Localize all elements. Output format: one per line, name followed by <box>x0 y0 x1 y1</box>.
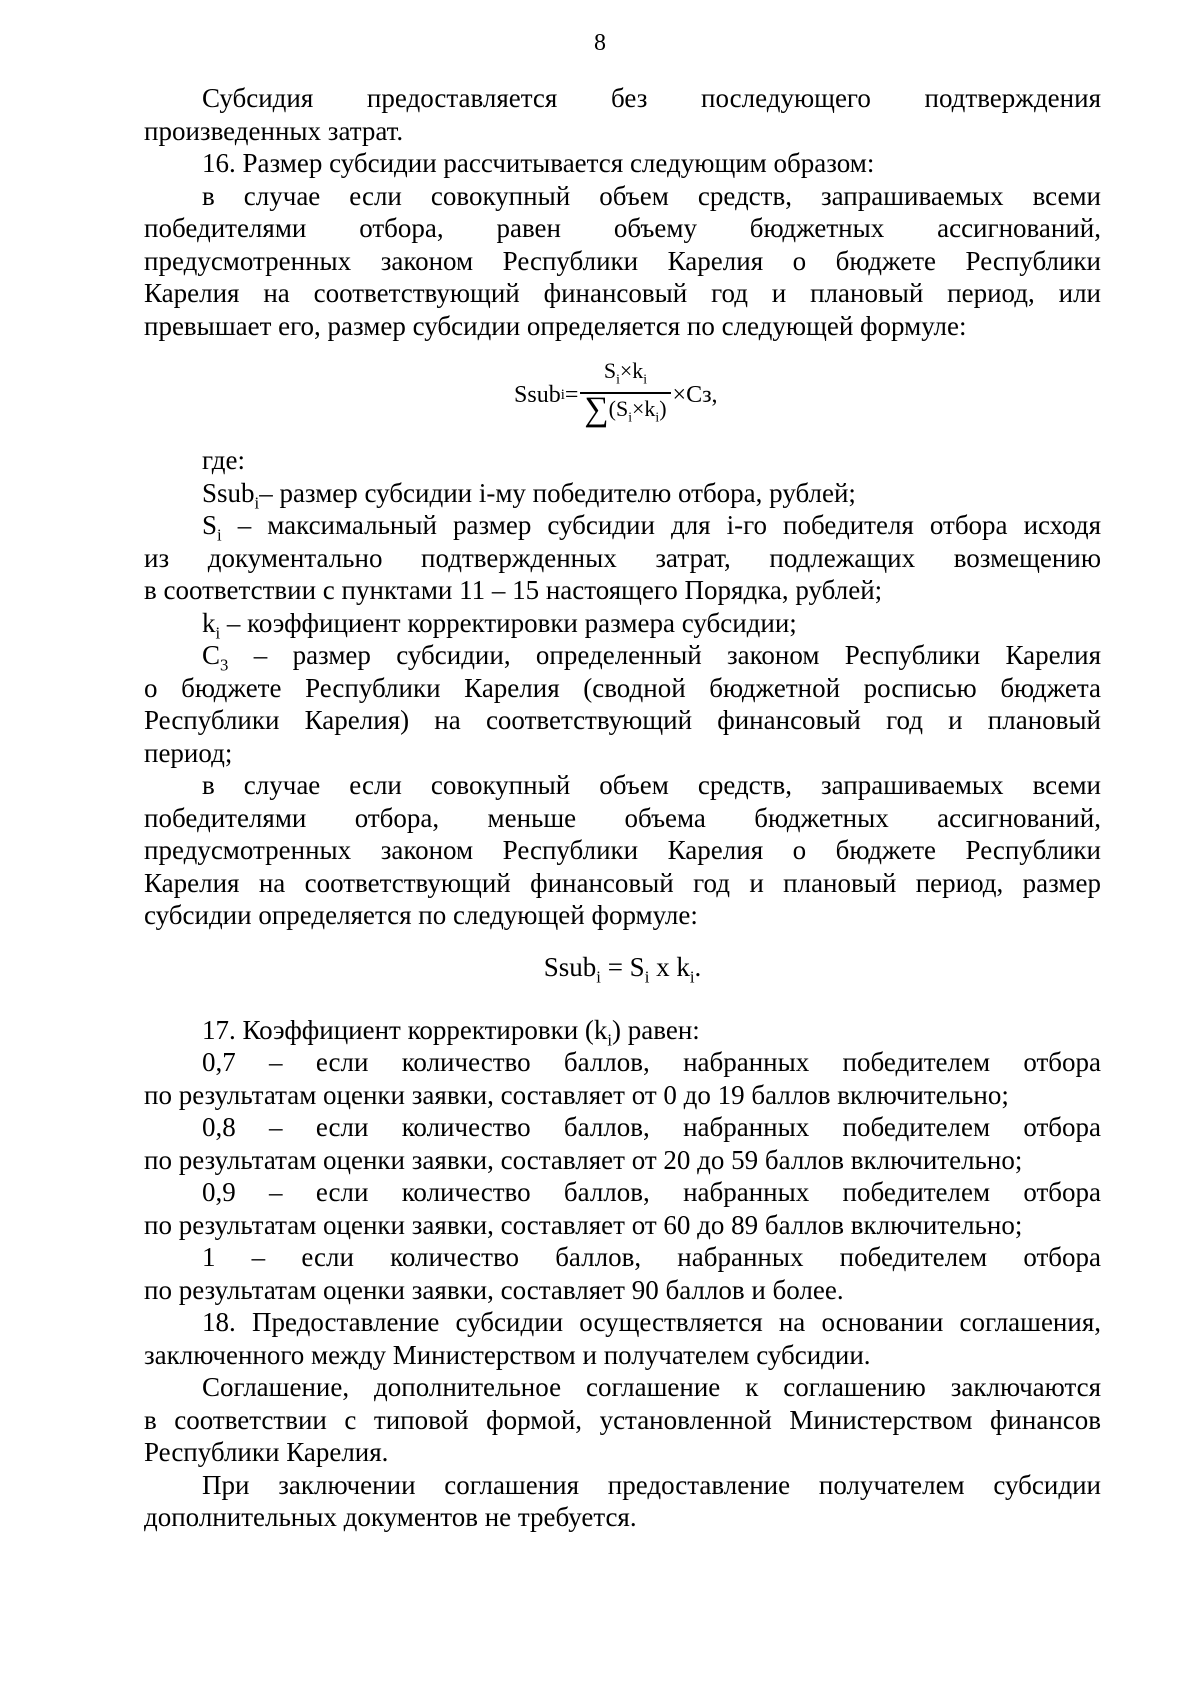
formula2-s-sub: i <box>644 966 650 986</box>
symbol-ssub: Ssub <box>202 477 255 508</box>
denominator-open: (S <box>608 395 629 421</box>
text-line: победителями отбора, меньше объема бюджетных ассигнований, <box>144 802 1101 833</box>
text-line: 0,7 – если количество баллов, набранных победителем отбора <box>202 1047 1101 1077</box>
formula-equals: = <box>564 381 579 408</box>
definition-ssub <box>144 477 1101 510</box>
text-line: о бюджете Республики Карелия (сводной бюджетной росписью бюджета <box>144 672 1101 703</box>
text-line: Субсидия предоставляется без последующего подтверждения <box>202 83 1101 113</box>
document-body <box>144 82 1101 1534</box>
formula2-lhs-sub: i <box>596 966 601 986</box>
symbol-sub-3: 3 <box>220 655 229 675</box>
formula2-times-k: x k <box>649 951 690 982</box>
formula2-lhs: Ssub <box>543 951 597 982</box>
definition-si <box>144 509 1101 545</box>
formula-tail: ×Сз, <box>672 381 718 408</box>
text-line: Республики Карелия. <box>144 1437 389 1467</box>
formula-2 <box>144 932 1101 1002</box>
formula2-equals-s: = S <box>600 951 645 982</box>
sigma-icon: ∑ <box>584 390 609 428</box>
page-number: 8 <box>594 30 606 56</box>
symbol-sub-i: i <box>607 1029 613 1049</box>
definition-text: – размер субсидии i-му победителю отбора, рублей; <box>259 477 856 508</box>
text-line: Соглашение, дополнительное соглашение к соглашению заключаются <box>202 1372 1101 1402</box>
text-line: превышает его, размер субсидии определяется по следующей формуле: <box>144 310 967 341</box>
symbol-sub-i: i <box>215 622 221 642</box>
text-line: в соответствии с пунктами 11 – 15 настоящего Порядка, рублей; <box>144 575 883 605</box>
definition-text: – размер субсидии, определенный законом Республики Карелия <box>253 640 1101 670</box>
text-line: победителями отбора, равен объему бюджетных ассигнований, <box>144 213 1101 243</box>
text-line: из документально подтвержденных затрат, подлежащих возмещению <box>144 542 1101 573</box>
denominator-sub-1: i <box>628 409 632 425</box>
formula-fraction <box>580 358 670 432</box>
fraction-denominator <box>580 390 670 432</box>
text-line: 0,9 – если количество баллов, набранных победителем отбора <box>202 1177 1101 1207</box>
definition-c3 <box>144 639 1101 675</box>
formula2-k-sub: i <box>689 966 695 986</box>
text-line: в случае если совокупный объем средств, запрашиваемых всеми <box>202 770 1101 800</box>
formula-lhs-sub: i <box>560 386 565 403</box>
denominator-close: ) <box>659 395 667 421</box>
symbol-k: k <box>202 607 216 638</box>
text-line: При заключении соглашения предоставление получателем субсидии <box>202 1469 1101 1500</box>
text-line: по результатам оценки заявки, составляет от 60 до 89 баллов включительно; <box>144 1209 1023 1240</box>
denominator-times-k: ×k <box>631 395 656 421</box>
text-line: по результатам оценки заявки, составляет от 20 до 59 баллов включительно; <box>144 1144 1023 1175</box>
spacer <box>144 1002 1101 1014</box>
text-line: Республики Карелия) на соответствующий финансовый год и плановый <box>144 705 1101 735</box>
text-line: дополнительных документов не требуется. <box>144 1502 637 1532</box>
text-line: период; <box>144 737 233 768</box>
text-line: предусмотренных законом Республики Карелия о бюджете Республики <box>144 245 1101 276</box>
symbol-s: S <box>202 510 218 540</box>
p17-text-b: ) равен: <box>612 1014 700 1045</box>
definition-text: – коэффициент корректировки размера субсидии; <box>226 607 797 638</box>
text-line: 0,8 – если количество баллов, набранных победителем отбора <box>202 1112 1101 1142</box>
text-line: 1 – если количество баллов, набранных победителем отбора <box>202 1242 1101 1272</box>
text-line: 16. Размер субсидии рассчитывается следующим образом: <box>202 148 875 178</box>
text-line: 18. Предоставление субсидии осуществляется на основании соглашения, <box>202 1307 1101 1337</box>
paragraph-17-heading <box>144 1014 1101 1047</box>
numerator-sub-2: i <box>643 371 648 387</box>
formula2-end: . <box>694 951 702 982</box>
text-line: заключенного между Министерством и получателем субсидии. <box>144 1339 871 1370</box>
text-line: в соответствии с типовой формой, установленной Министерством финансов <box>144 1404 1101 1435</box>
text-line: по результатам оценки заявки, составляет от 0 до 19 баллов включительно; <box>144 1079 1009 1110</box>
formula-lhs: Ssub <box>514 381 561 408</box>
symbol-sub-i: i <box>217 525 222 545</box>
denominator-sub-2: i <box>655 409 660 425</box>
numerator-times-k: ×k <box>619 357 644 383</box>
text-line: произведенных затрат. <box>144 115 404 146</box>
text-line: предусмотренных законом Республики Карелия о бюджете Республики <box>144 835 1101 865</box>
definition-ki <box>144 607 1101 640</box>
text-line: в случае если совокупный объем средств, запрашиваемых всеми <box>202 180 1101 211</box>
p17-text-a: 17. Коэффициент корректировки (k <box>202 1014 608 1045</box>
numerator-sub-1: i <box>616 371 620 387</box>
symbol-c: С <box>202 640 221 670</box>
text-line: Карелия на соответствующий финансовый год и плановый период, или <box>144 278 1101 308</box>
formula-1 <box>514 357 718 430</box>
fraction-numerator <box>598 358 653 392</box>
formula-ssub-fraction <box>144 342 1101 444</box>
definition-text: – максимальный размер субсидии для i-го победителя отбора исходя <box>237 510 1101 540</box>
text-line: где: <box>202 445 245 475</box>
text-line: по результатам оценки заявки, составляет 90 баллов и более. <box>144 1274 844 1305</box>
numerator-s: S <box>603 357 617 383</box>
text-line: субсидии определяется по следующей формуле: <box>144 900 698 930</box>
symbol-sub-i: i <box>254 492 260 512</box>
text-line: Карелия на соответствующий финансовый год и плановый период, размер <box>144 867 1101 898</box>
